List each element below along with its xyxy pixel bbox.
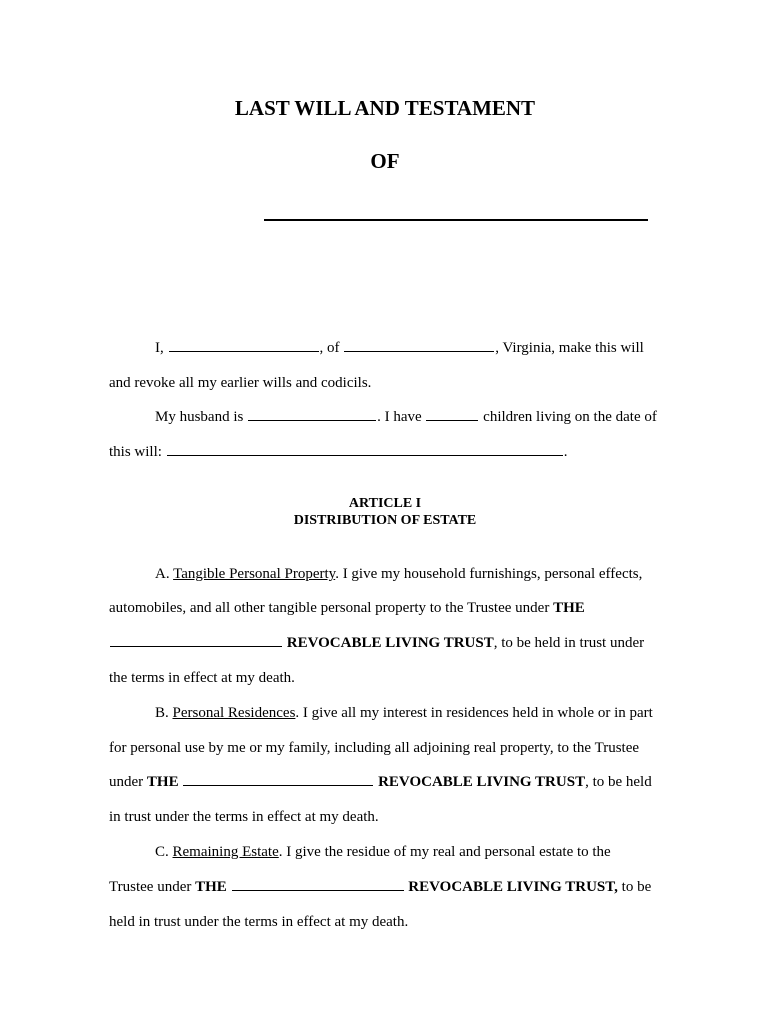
section-b-text-1: . I give all my interest in residences held in whole or in part (295, 705, 653, 721)
city-field[interactable] (344, 338, 494, 352)
section-a-text-3: , to be held in trust under (493, 635, 645, 651)
document-title-of: OF (370, 149, 400, 173)
section-a-text-1: . I give my household furnishings, personal effects, (335, 566, 643, 582)
section-a-trust-name-field[interactable] (110, 633, 282, 647)
section-c-heading: Remaining Estate (172, 844, 279, 860)
section-b-line-2: for personal use by me or my family, including all adjoining real property, to the Trustee (109, 740, 640, 756)
section-c-trustee: Trustee under (109, 879, 192, 895)
section-a-heading: Tangible Personal Property (173, 566, 336, 582)
section-c-line-3: held in trust under the terms in effect at my death. (109, 914, 409, 930)
section-a-the: THE (553, 600, 585, 616)
section-c-line-2 (109, 877, 660, 897)
section-a-line-4: the terms in effect at my death. (109, 670, 295, 686)
section-b-line-4: in trust under the terms in effect at my death. (109, 809, 379, 825)
children-label: children living on the date of (483, 409, 657, 425)
testator-name-blank[interactable] (264, 203, 648, 221)
section-c-the: THE (195, 879, 227, 895)
article-number: ARTICLE I (348, 496, 422, 511)
intro-line-2: and revoke all my earlier wills and codicils. (109, 375, 372, 391)
intro-i: I, (155, 340, 164, 356)
testator-name-field[interactable] (169, 338, 319, 352)
section-c-line-1 (155, 842, 660, 862)
period: . (563, 444, 568, 460)
article-heading: DISTRIBUTION OF ESTATE (293, 513, 477, 528)
section-a-line-2 (109, 598, 660, 618)
section-c-letter: C. (155, 844, 169, 860)
section-c-text-1: . I give the residue of my real and personal estate to the (278, 844, 611, 860)
section-b-the: THE (146, 774, 179, 790)
intro-state: , Virginia, make this will (495, 340, 644, 356)
section-c-trust: REVOCABLE LIVING TRUST, (408, 879, 618, 895)
section-b-heading: Personal Residences (172, 705, 296, 721)
section-b-line-3 (109, 772, 660, 792)
section-b-line-1 (155, 703, 660, 723)
family-line-1 (155, 407, 660, 427)
section-a-line-3 (109, 633, 660, 653)
section-a-letter: A. (155, 566, 170, 582)
document-title: LAST WILL AND TESTAMENT (234, 96, 536, 120)
section-a-trust: REVOCABLE LIVING TRUST (286, 635, 494, 651)
intro-line-1 (155, 338, 660, 358)
section-a-line-1 (155, 564, 660, 584)
section-c-text-2: to be (621, 879, 652, 895)
have-label: . I have (377, 409, 422, 425)
section-b-letter: B. (155, 705, 169, 721)
husband-name-field[interactable] (248, 407, 376, 421)
section-a-text-2: automobiles, and all other tangible personal property to the Trustee under (109, 600, 550, 616)
section-b-trust-name-field[interactable] (183, 772, 373, 786)
section-b-text-3: , to be held (585, 774, 652, 790)
family-line-2 (109, 442, 660, 462)
section-b-trust: REVOCABLE LIVING TRUST (378, 774, 586, 790)
section-b-under: under (109, 774, 144, 790)
section-c-trust-name-field[interactable] (232, 877, 404, 891)
husband-label: My husband is (155, 409, 244, 425)
this-will-label: this will: (109, 444, 162, 460)
intro-of: , of (319, 340, 340, 356)
children-names-field[interactable] (167, 442, 563, 456)
children-count-field[interactable] (426, 407, 478, 421)
